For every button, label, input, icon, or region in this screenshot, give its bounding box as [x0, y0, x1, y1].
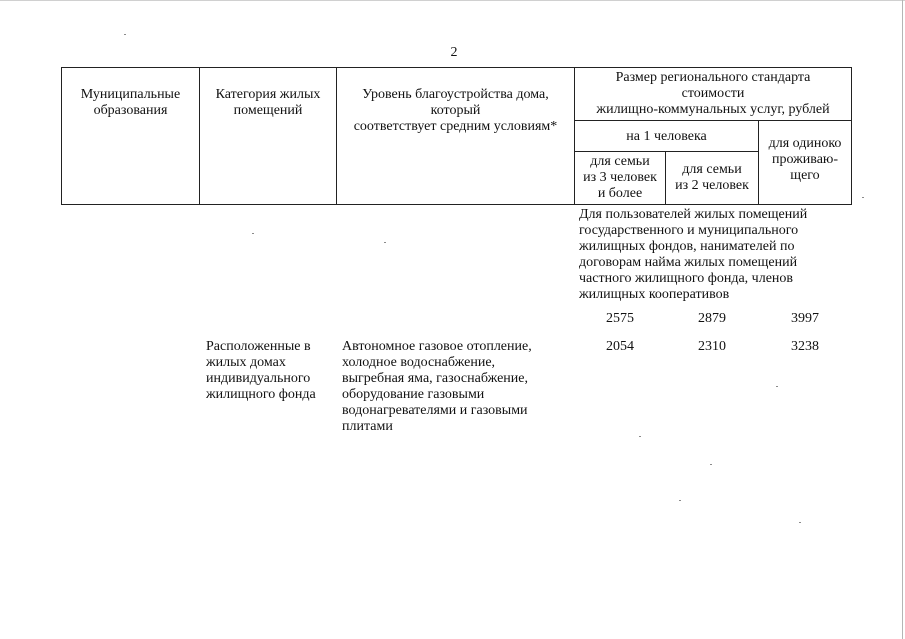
header-family3: [575, 154, 665, 202]
row2-category-line-1: Расположенные в: [206, 339, 311, 354]
row2-level-line-4: оборудование газовыми: [342, 387, 485, 402]
section-note-line-4: договорам найма жилых помещений: [579, 255, 798, 270]
header-standard-line-2: стоимости: [681, 86, 745, 101]
header-single-line-1: для одиноко: [768, 136, 842, 151]
header-level: [337, 87, 574, 135]
header-family3-line-1: для семьи: [590, 154, 650, 169]
header-per-person: на 1 человека: [626, 129, 707, 144]
page-number: 2: [450, 45, 458, 60]
header-family2: [666, 162, 758, 194]
row2-level-line-2: холодное водоснабжение,: [342, 355, 496, 370]
header-level-line-3: соответствует средним условиям*: [353, 119, 558, 134]
header-level-line-2: который: [430, 103, 481, 118]
row2-level-line-6: плитами: [342, 419, 393, 434]
header-single-line-3: щего: [790, 168, 820, 183]
header-municipal: [62, 87, 199, 119]
scan-speck: [862, 197, 864, 198]
row2-category: [206, 339, 334, 403]
row2-level: [342, 339, 572, 435]
header-category-line-1: Категория жилых: [215, 87, 321, 102]
row2-family3-value: 2054: [606, 339, 634, 354]
row2-category-line-3: индивидуального: [206, 371, 311, 386]
table-bottom-border: [61, 204, 852, 205]
section-note-line-3: жилищных фондов, нанимателей по: [579, 239, 795, 254]
header-family3-line-3: и более: [597, 186, 643, 201]
header-standard: [575, 70, 851, 118]
section-note-line-1: Для пользователей жилых помещений: [579, 207, 808, 222]
section-note: [579, 207, 849, 303]
header-category: [200, 87, 336, 119]
header-single: [759, 136, 851, 184]
scan-top-edge: [0, 0, 905, 1]
row2-single-value: 3238: [791, 339, 819, 354]
scan-speck: [252, 233, 254, 234]
scan-speck: [679, 500, 681, 501]
section-note-line-6: жилищных кооперативов: [579, 287, 730, 302]
header-family2-line-1: для семьи: [682, 162, 742, 177]
row2-level-line-5: водонагревателями и газовыми: [342, 403, 528, 418]
scan-speck: [776, 386, 778, 387]
row1-single-value: 3997: [791, 311, 819, 326]
header-level-line-1: Уровень благоустройства дома,: [362, 87, 549, 102]
row2-level-line-3: выгребная яма, газоснабжение,: [342, 371, 529, 386]
header-standard-line-3: жилищно-коммунальных услуг, рублей: [596, 102, 830, 117]
scan-speck: [710, 464, 712, 465]
header-family3-line-2: из 3 человек: [583, 170, 657, 185]
header-category-line-2: помещений: [233, 103, 303, 118]
row2-category-line-4: жилищного фонда: [206, 387, 316, 402]
scan-speck: [124, 34, 126, 35]
header-single-line-2: проживаю-: [771, 152, 839, 167]
per-person-subheader-line: [574, 151, 758, 152]
header-municipal-line-2: образования: [93, 103, 168, 118]
row1-family3-value: 2575: [606, 311, 634, 326]
row2-family2-value: 2310: [698, 339, 726, 354]
scan-speck: [639, 436, 641, 437]
row1-family2-value: 2879: [698, 311, 726, 326]
table-top-border: [61, 67, 852, 68]
row2-level-line-1: Автономное газовое отопление,: [342, 339, 532, 354]
section-note-line-5: частного жилищного фонда, членов: [579, 271, 794, 286]
table-right-border: [851, 67, 852, 205]
row2-category-line-2: жилых домах: [206, 355, 286, 370]
header-municipal-line-1: Муниципальные: [80, 87, 181, 102]
header-standard-line-1: Размер регионального стандарта: [615, 70, 811, 85]
scan-right-edge: [902, 0, 903, 639]
header-family2-line-2: из 2 человек: [675, 178, 749, 193]
scan-speck: [799, 522, 801, 523]
scan-speck: [384, 242, 386, 243]
standard-subheader-line: [574, 120, 852, 121]
section-note-line-2: государственного и муниципального: [579, 223, 799, 238]
